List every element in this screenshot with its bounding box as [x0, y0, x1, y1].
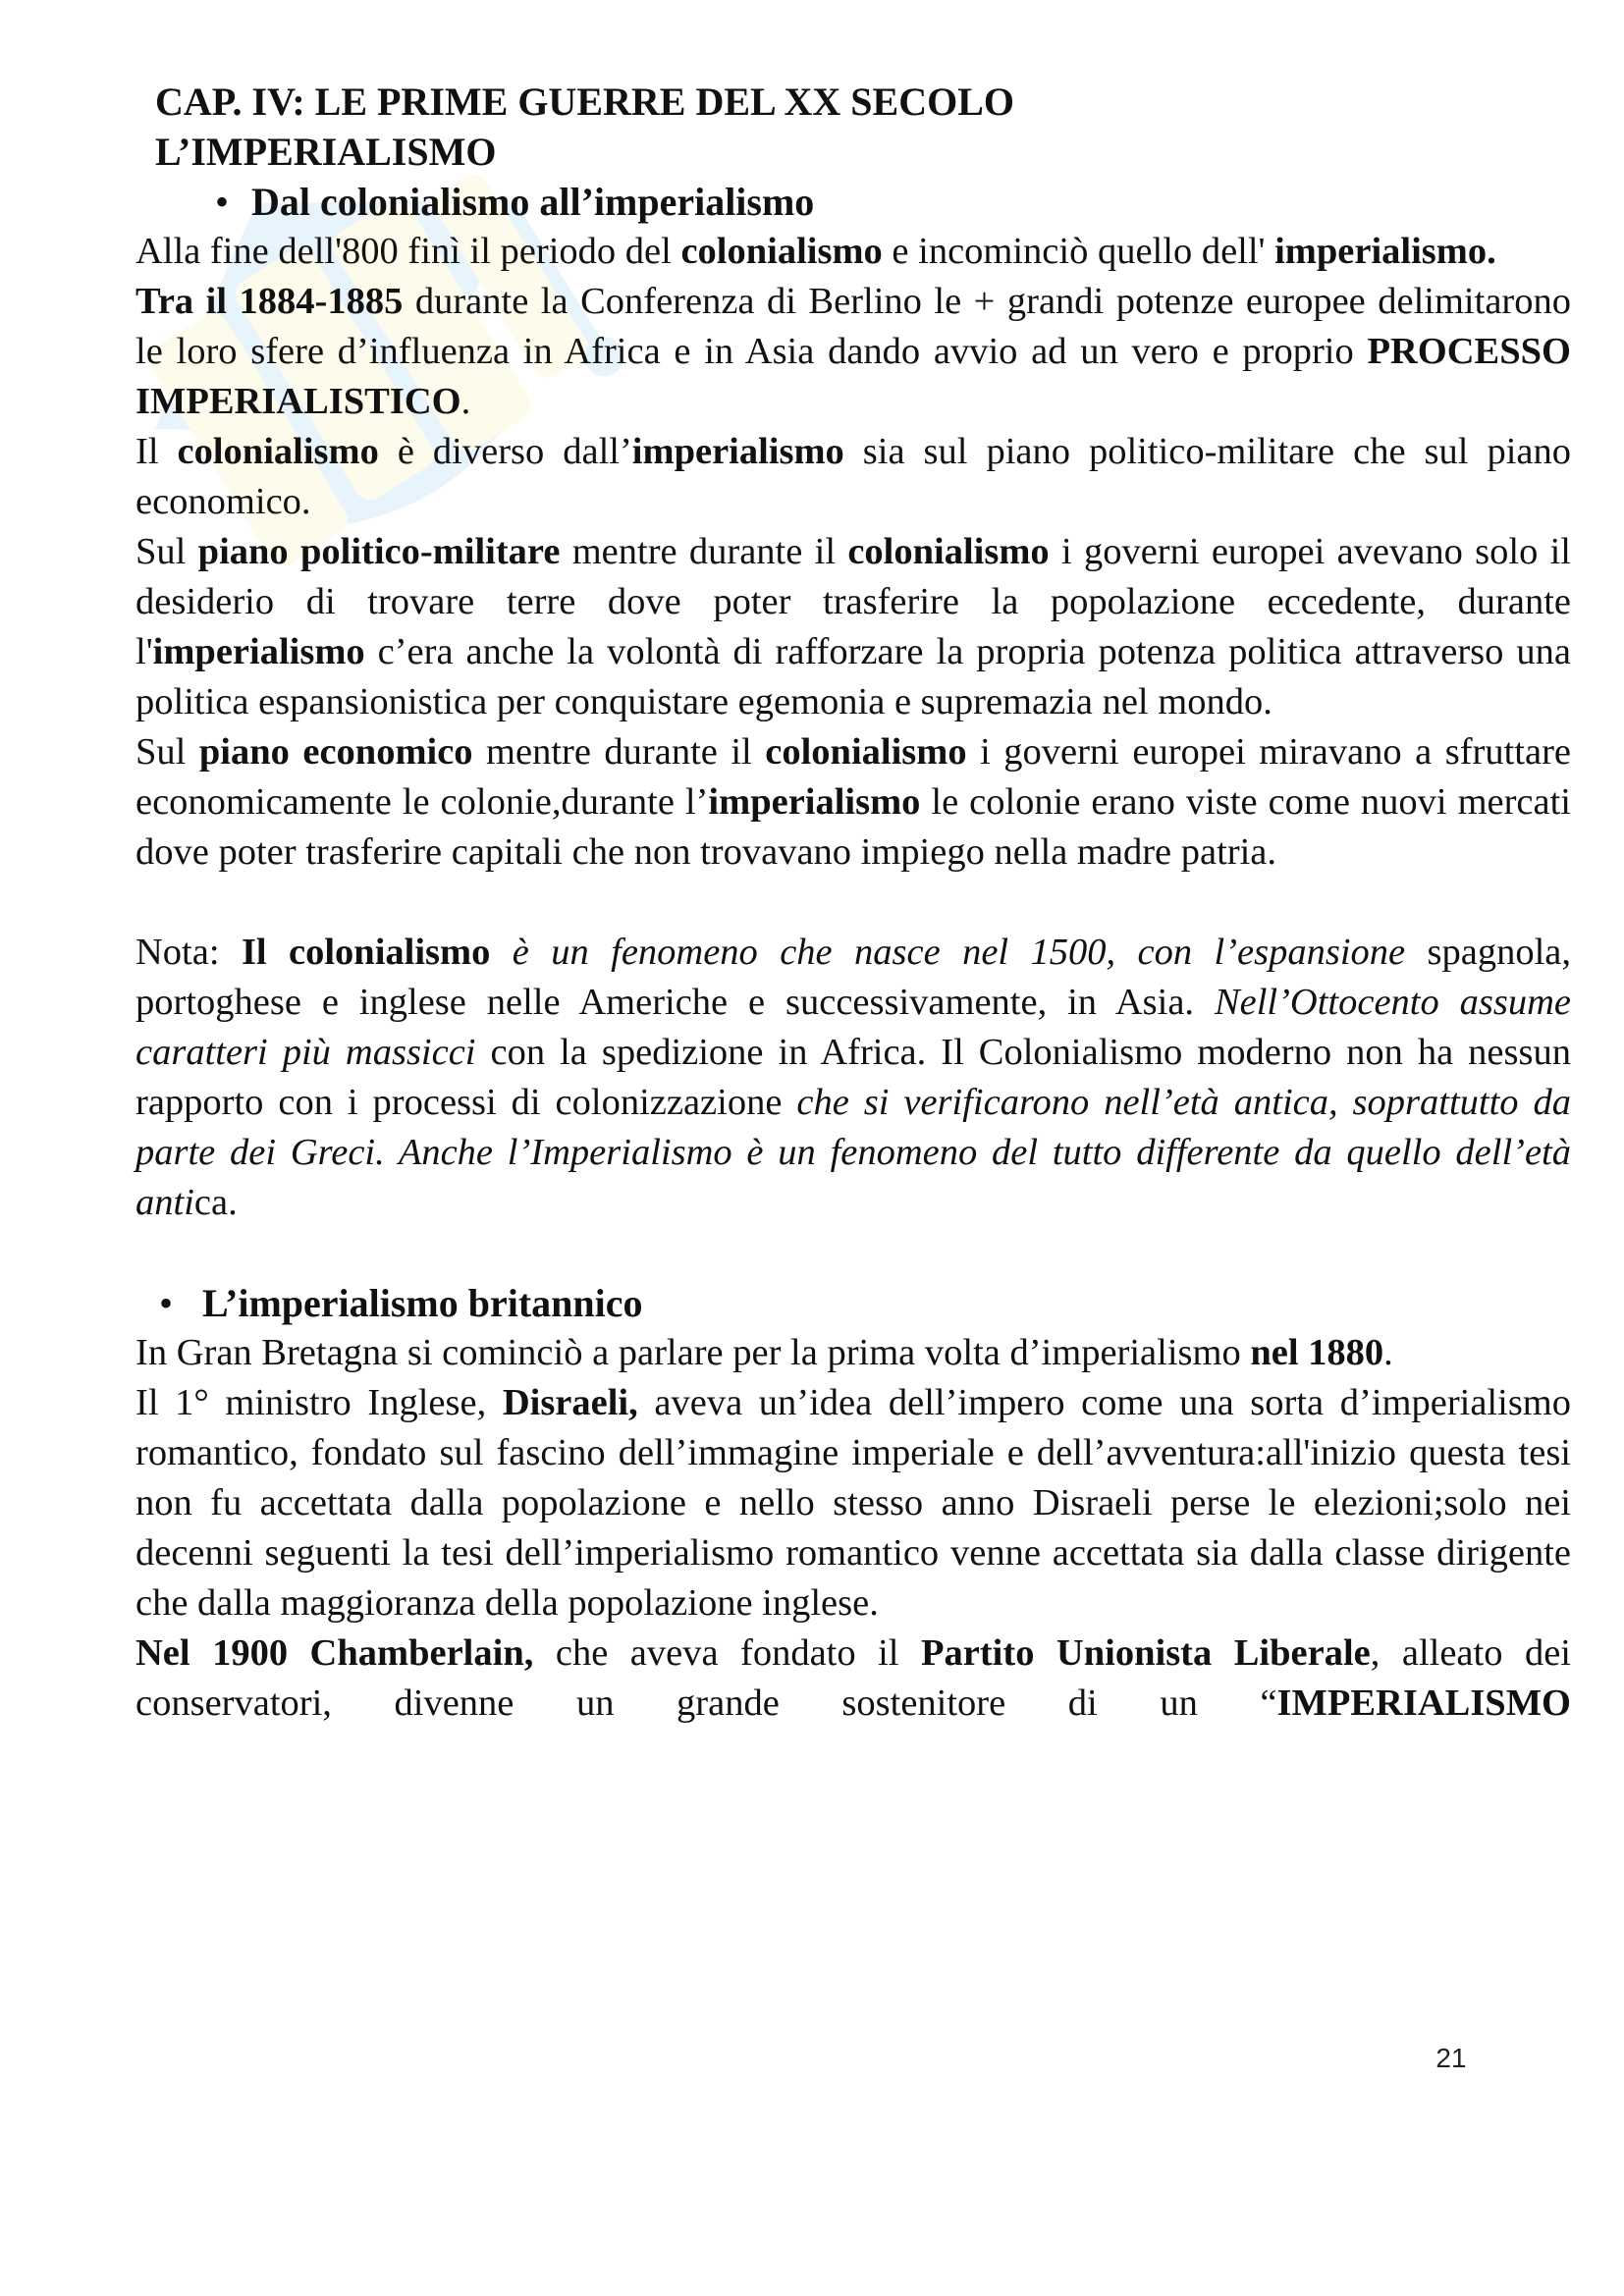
chapter-title: CAP. IV: LE PRIME GUERRE DEL XX SECOLO	[155, 80, 1014, 124]
section-heading-colonialismo: • Dal colonialismo all’imperialismo	[135, 177, 1571, 227]
paragraph-chamberlain: Nel 1900 Chamberlain, che aveva fondato il Partito Unionista Liberale, alleato dei conservatori, divenne un grande sostenitore di un “IMPERIALISMO	[135, 1632, 1571, 1724]
paragraph-gran-bretagna: In Gran Bretagna si cominciò a parlare per la prima volta d’imperialismo nel 1880.	[135, 1332, 1393, 1373]
bullet-icon: •	[215, 180, 230, 224]
paragraph-disraeli: Il 1° ministro Inglese, Disraeli, aveva un’idea dell’impero come una sorta d’imperialismo romantico, fondato sul fascino dell’immagine imperiale e dell’avventura:all'inizio questa tesi non fu accettata dalla popolazione e nello stesso anno Disraeli perse le elezioni;solo nei decenni seguenti la tesi dell’imperialismo romantico venne accettata sia dalla classe dirigente che dalla maggioranza della popolazione inglese.	[135, 1382, 1572, 1624]
paragraph-piano-economico: Sul piano economico mentre durante il colonialismo i governi europei miravano a sfruttare economicamente le colonie,durante l’imperialismo le colonie erano viste come nuovi mercati dove poter trasferire capitali che non trovavano impiego nella madre patria.	[135, 731, 1572, 873]
paragraph-conferenza-berlino: Tra il 1884-1885 durante la Conferenza di Berlino le + grandi potenze europee delimitarono le loro sfere d’influenza in Africa e in Asia dando avvio ad un vero e proprio PROCESSO IMPERIALISTICO.	[135, 281, 1571, 422]
paragraph-differenza: Il colonialismo è diverso dall’imperialismo sia sul piano politico-militare che sul piano economico.	[135, 431, 1571, 522]
paragraph-fine-ottocento: Alla fine dell'800 finì il periodo del colonialismo e incominciò quello dell' imperialismo.	[135, 231, 1496, 272]
bullet-icon: •	[159, 1281, 174, 1325]
chapter-subtitle: L’IMPERIALISMO	[155, 130, 497, 174]
page-number: 21	[1435, 2043, 1467, 2073]
paragraph-nota: Nota: Il colonialismo è un fenomeno che nasce nel 1500, con l’espansione spagnola, portoghese e inglese nelle Americhe e successivamente, in Asia. Nell’Ottocento assume caratteri più massicci con la spedizione in Africa. Il Colonialismo moderno non ha nessun rapporto con i processi di colonizzazione che si verificarono nell’età antica, soprattutto da parte dei Greci. Anche l’Imperialismo è un fenomeno del tutto differente da quello dell’età antica.	[135, 932, 1571, 1223]
page-content	[135, 77, 1571, 1729]
paragraph-piano-politico-militare: Sul piano politico-militare mentre durante il colonialismo i governi europei avevano solo il desiderio di trovare terre dove poter trasferire la popolazione eccedente, durante l'imperialismo c’era anche la volontà di rafforzare la propria potenza politica attraverso una politica espansionistica per conquistare egemonia e supremazia nel mondo.	[135, 531, 1572, 722]
section-heading-britannico: • L’imperialismo britannico	[135, 1278, 1571, 1328]
